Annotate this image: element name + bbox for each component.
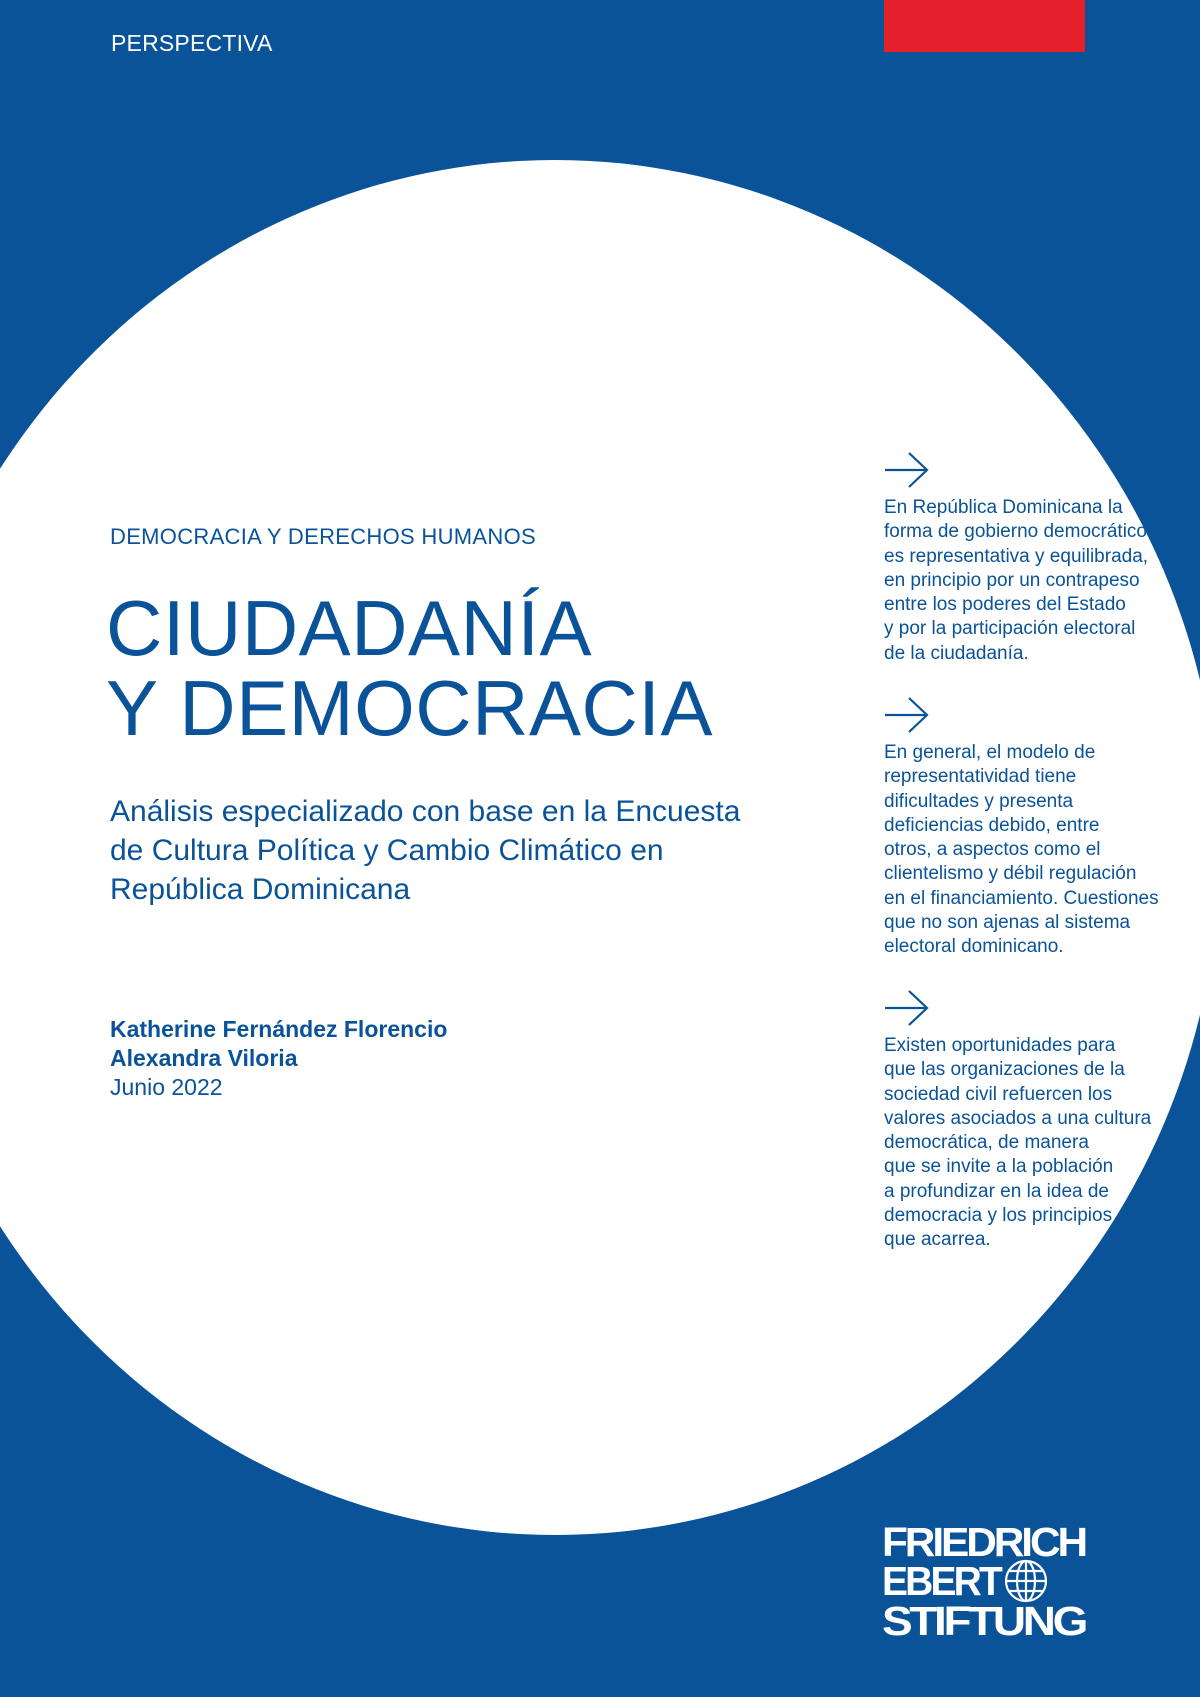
title-line-1: CIUDADANÍA bbox=[106, 584, 593, 672]
key-point-line: en principio por un contrapeso bbox=[884, 569, 1140, 591]
key-point-line: valores asociados a una cultura bbox=[884, 1107, 1152, 1129]
key-point-line: clientelismo y débil regulación bbox=[884, 863, 1137, 885]
globe-icon bbox=[1006, 1561, 1046, 1601]
key-point-line: Existen oportunidades para bbox=[884, 1035, 1116, 1056]
authors-block bbox=[110, 1015, 447, 1102]
key-point-text bbox=[884, 741, 1184, 960]
key-point-line: forma de gobierno democrático bbox=[884, 521, 1147, 543]
key-point-line: que las organizaciones de la bbox=[884, 1059, 1125, 1081]
series-label: PERSPECTIVA bbox=[111, 30, 273, 56]
key-point-line: En general, el modelo de bbox=[884, 742, 1096, 763]
subtitle-line-2: de Cultura Política y Cambio Climático en bbox=[110, 834, 664, 867]
key-point-line: representatividad tiene bbox=[884, 766, 1077, 788]
author-name: Katherine Fernández Florencio bbox=[110, 1016, 448, 1042]
key-point-line: dificultades y presenta bbox=[884, 790, 1074, 812]
key-point-line: en el financiamiento. Cuestiones bbox=[884, 887, 1159, 909]
logo-line-1: FRIEDRICH bbox=[882, 1520, 1086, 1565]
key-point-line: En República Dominicana la bbox=[884, 497, 1123, 518]
page-title bbox=[106, 584, 713, 752]
key-point-line: es representativa y equilibrada, bbox=[884, 545, 1149, 567]
key-point bbox=[884, 450, 1184, 666]
arrow-right-icon bbox=[884, 695, 930, 735]
key-point-line: sociedad civil refuercen los bbox=[884, 1083, 1113, 1105]
key-point-line: que acarrea. bbox=[884, 1229, 991, 1251]
logo-line-3: STIFTUNG bbox=[882, 1598, 1087, 1642]
publication-date: Junio 2022 bbox=[110, 1074, 223, 1100]
key-point-line: democracia y los principios bbox=[884, 1205, 1113, 1227]
key-point-line: a profundizar en la idea de bbox=[884, 1180, 1109, 1202]
key-point-text bbox=[884, 1034, 1184, 1253]
key-point-line: democrática, de manera bbox=[884, 1132, 1089, 1154]
category-label: DEMOCRACIA Y DERECHOS HUMANOS bbox=[110, 524, 536, 549]
subtitle-line-3: República Dominicana bbox=[110, 873, 411, 906]
key-point-line: que se invite a la población bbox=[884, 1156, 1114, 1178]
key-point-line: deficiencias debido, entre bbox=[884, 814, 1100, 836]
key-point-line: que no son ajenas al sistema bbox=[884, 912, 1131, 934]
subtitle-line-1: Análisis especializado con base en la Encuesta bbox=[110, 795, 741, 828]
key-point-line: otros, a aspectos como el bbox=[884, 839, 1101, 861]
arrow-right-icon bbox=[884, 988, 930, 1028]
key-point-line: y por la participación electoral bbox=[884, 618, 1136, 640]
key-point-line: entre los poderes del Estado bbox=[884, 594, 1126, 616]
logo-line-2: EBERT bbox=[882, 1558, 1003, 1604]
key-point bbox=[884, 695, 1184, 960]
key-point-line: electoral dominicano. bbox=[884, 936, 1064, 958]
subtitle bbox=[110, 792, 760, 909]
title-line-2: Y DEMOCRACIA bbox=[106, 664, 713, 752]
author-name: Alexandra Viloria bbox=[110, 1045, 298, 1071]
arrow-right-icon bbox=[884, 450, 930, 490]
key-point-line: de la ciudadanía. bbox=[884, 642, 1029, 664]
red-accent-tab bbox=[884, 0, 1085, 52]
key-point-text bbox=[884, 496, 1184, 666]
fes-logo bbox=[882, 1520, 1087, 1642]
key-point bbox=[884, 988, 1184, 1253]
